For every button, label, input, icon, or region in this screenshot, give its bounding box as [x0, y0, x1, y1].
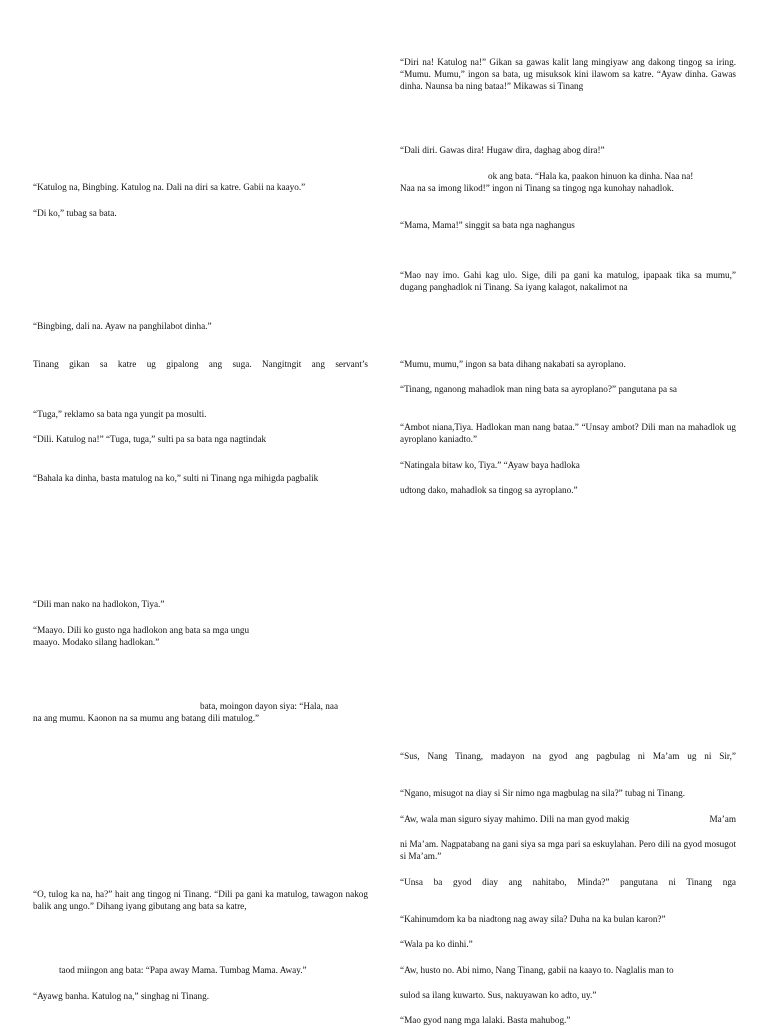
- paragraph: sulod sa ilang kuwarto. Sus, nakuyawan ko adto, uy.”: [400, 990, 597, 1000]
- paragraph: “Sus, Nang Tinang, madayon na gyod ang pagbulag ni Ma’am ug ni Sir,”: [400, 751, 736, 761]
- paragraph: “Bahala ka dinha, basta matulog na ko,” sulti ni Tinang nga mihigda pagbalik: [33, 473, 319, 483]
- paragraph: ok ang bata. “Hala ka, paakon hinuon ka dinha. Naa na! Naa na sa imong likod!” ingon ni Tinang sa tingog nga kunohay nahadlok.: [400, 171, 694, 194]
- paragraph: “Aw, husto no. Abi nimo, Nang Tinang, gabii na kaayo to. Naglalis man to: [400, 965, 674, 975]
- paragraph: “Ayawg banha. Katulog na,” singhag ni Tinang.: [33, 991, 209, 1001]
- paragraph: udtong dako, mahadlok sa tingog sa ayroplano.”: [400, 485, 578, 495]
- paragraph: “Mumu, mumu,” ingon sa bata dihang nakabati sa ayroplano.: [400, 359, 626, 369]
- paragraph: taod miingon ang bata: “Papa away Mama. Tumbag Mama. Away.”: [59, 965, 307, 975]
- paragraph: “Mao gyod nang mga lalaki. Basta mahubog.”: [400, 1015, 571, 1025]
- paragraph: “Unsa ba gyod diay ang nahitabo, Minda?” pangutana ni Tinang nga: [400, 877, 736, 887]
- paragraph: “Diri na! Katulog na!” Gikan sa gawas kalit lang mingiyaw ang dakong tingog sa iring. “Mumu. Mumu,” ingon sa bata, ug misuksok kini ilawom sa katre. “Ayaw dinha. Gawas dinha. Naunsa ba ning bataa!” Mikawas si Tinang: [400, 57, 736, 92]
- paragraph: “Maayo. Dili ko gusto nga hadlokon ang bata sa mga ungu maayo. Modako silang hadlokan.”: [33, 625, 250, 648]
- paragraph: “Ngano, misugot na diay si Sir nimo nga magbulag na sila?” tubag ni Tinang.: [400, 788, 686, 798]
- paragraph: Tinang gikan sa katre ug gipalong ang suga. Nangitngit ang servant’s: [33, 359, 368, 369]
- paragraph: “Mama, Mama!” singgit sa bata nga naghangus: [400, 220, 575, 230]
- paragraph: “Mao nay imo. Gahi kag ulo. Sige, dili pa gani ka matulog, ipapaak tika sa mumu,” dugang panghadlok ni Tinang. Sa iyang kalagot, nakalimot na: [400, 270, 736, 293]
- paragraph: “Di ko,” tubag sa bata.: [33, 208, 117, 218]
- paragraph: “Kahinumdom ka ba niadtong nag away sila? Duha na ka bulan karon?”: [400, 914, 666, 924]
- paragraph: “Tinang, nganong mahadlok man ning bata sa ayroplano?” pangutana pa sa: [400, 384, 677, 394]
- paragraph: “Ambot niana,Tiya. Hadlokan man nang bataa.” “Unsay ambot? Dili man na mahadlok ug ayroplano kaniadto.”: [400, 422, 736, 445]
- paragraph: “Natingala bitaw ko, Tiya.” “Ayaw baya hadloka: [400, 460, 580, 470]
- paragraph: ni Ma’am. Nagpatabang na gani siya sa mga pari sa eskuylahan. Pero dili na gyod mosugot si Ma’am.”: [400, 839, 736, 862]
- paragraph: “Bingbing, dali na. Ayaw na panghilabot dinha.”: [33, 321, 212, 331]
- paragraph: bata, moingon dayon siya: “Hala, naa na ang mumu. Kaonon na sa mumu ang batang dili matulog.”: [33, 701, 339, 724]
- paragraph: “O, tulog ka na, ha?” hait ang tingog ni Tinang. “Dili pa gani ka matulog, tawagon nakog balik ang ungo.” Dihang iyang gibutang ang bata sa katre,: [33, 889, 368, 912]
- paragraph: “Tuga,” reklamo sa bata nga yungit pa mosulti.: [33, 409, 207, 419]
- paragraph: “Dali diri. Gawas dira! Hugaw dira, daghag abog dira!”: [400, 145, 605, 155]
- paragraph: “Wala pa ko dinhi.”: [400, 939, 473, 949]
- paragraph: “Dili. Katulog na!” “Tuga, tuga,” sulti pa sa bata nga nagtindak: [33, 434, 267, 444]
- paragraph: “Katulog na, Bingbing. Katulog na. Dali na diri sa katre. Gabii na kaayo.”: [33, 182, 306, 192]
- document-page: “Katulog na, Bingbing. Katulog na. Dali na diri sa katre. Gabii na kaayo.” “Di ko,” tubag sa bata. “Bingbing, dali na. Ayaw na panghilabot dinha.” Tinang gikan sa katre ug gipalong ang suga. Nangitngit ang servant’s “Tuga,” reklamo sa bata nga yungit pa mosulti. “Dili. Katulog na!” “Tuga, tuga,” sulti pa sa bata nga nagtindak “Bahala ka dinha, basta matulog na ko,” sulti ni Tinang nga mihigda pagbalik “Dili man nako na hadlokon, Tiya.” “Maayo. Dili ko gusto nga hadlokon ang bata sa mga ungu maayo. Modako silang hadlokan.” bata, moingon dayon siya: “Hala, naa na ang mumu. Kaonon na sa mumu ang batang dili matulog.” “O, tulog ka na, ha?” hait ang tingog ni Tinang. “Dili pa gani ka matulog, tawagon nakog balik ang ungo.” Dihang iyang gibutang ang bata sa katre, taod miingon ang bata: “Papa away Mama. Tumbag Mama. Away.” “Ayawg banha. Katulog na,” singhag ni Tinang. “Diri na! Katulog na!” Gikan sa gawas kalit lang mingiyaw ang dakong tingog sa iring. “Mumu. Mumu,” ingon sa bata, ug misuksok kini ilawom sa katre. “Ayaw dinha. Gawas dinha. Naunsa ba ning bataa!” Mikawas si Tinang “Dali diri. Gawas dira! Hugaw dira, daghag abog dira!” ok ang bata. “Hala ka, paakon hinuon ka dinha. Naa na! Naa na sa imong likod!” ingon ni Tinang sa tingog nga kunohay nahadlok. “Mama, Mama!” singgit sa bata nga naghangus “Mao nay imo. Gahi kag ulo. Sige, dili pa gani ka matulog, ipapaak tika sa mumu,” dugang panghadlok ni Tinang. Sa iyang kalagot, nakalimot na “Mumu, mumu,” ingon sa bata dihang nakabati sa ayroplano. “Tinang, nganong mahadlok man ning bata sa ayroplano?” pangutana pa sa “Ambot niana,Tiya. Hadlokan man nang bataa.” “Unsay ambot? Dili man na mahadlok ug ayroplano kaniadto.” “Natingala bitaw ko, Tiya.” “Ayaw baya hadloka udtong dako, mahadlok sa tingog sa ayroplano.” “Sus, Nang Tinang, madayon na gyod ang pagbulag ni Ma’am ug ni Sir,” “Ngano, misugot na diay si Sir nimo nga magbulag na sila?” tubag ni Tinang. “Aw, wala man siguro siyay mahimo. Dili na man gyod makig Ma’am ni Ma’am. Nagpatabang na gani siya sa mga pari sa eskuylahan. Pero dili na gyod mosugot si Ma’am.” “Unsa ba gyod diay ang nahitabo, Minda?” pangutana ni Tinang nga “Kahinumdom ka ba niadtong nag away sila? Duha na ka bulan karon?” “Wala pa ko dinhi.” “Aw, husto no. Abi nimo, Nang Tinang, gabii na kaayo to. Naglalis man to sulod sa ilang kuwarto. Sus, nakuyawan ko adto, uy.” “Mao gyod nang mga lalaki. Basta mahubog.”: [33, 57, 736, 1025]
- paragraph: “Dili man nako na hadlokon, Tiya.”: [33, 599, 165, 609]
